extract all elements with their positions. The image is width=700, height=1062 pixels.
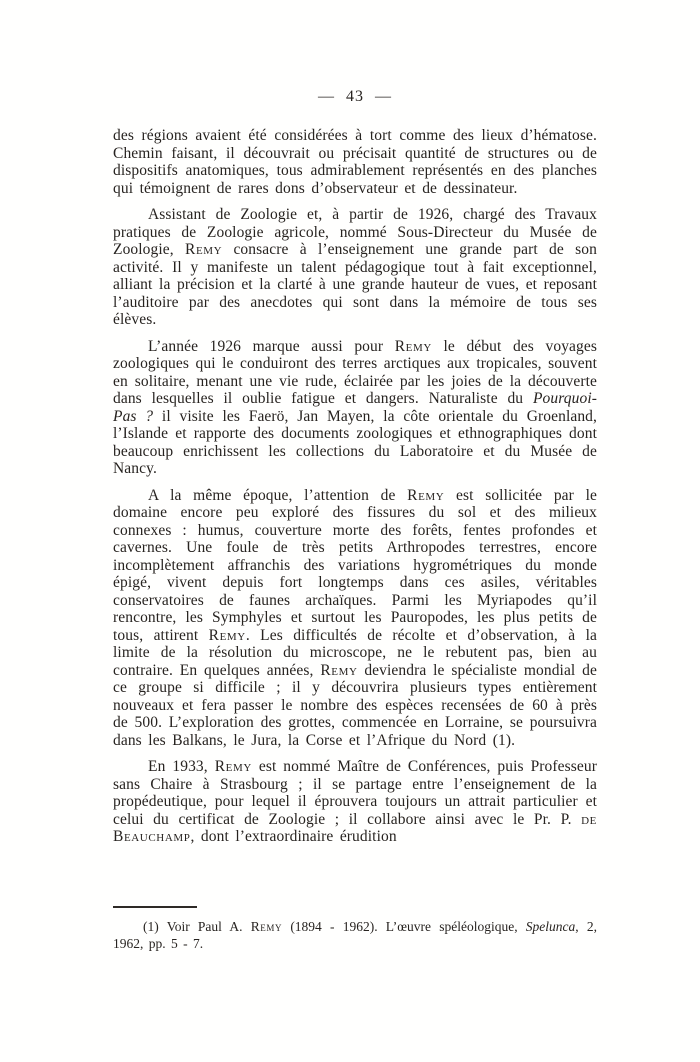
smallcaps-name: de Beauchamp bbox=[113, 810, 597, 845]
text-run: il visite les Faerö, Jan Mayen, la côte orientale du Groenland, l’Islande et rapporte des documents zoologiques et ethnographiques dont beaucoup enrichissent les collections du Laboratoire et du Musée de Nancy. bbox=[113, 407, 598, 477]
footnote-text bbox=[113, 918, 597, 952]
text-run: L’année 1926 marque aussi pour bbox=[148, 337, 395, 355]
text-run: deviendra le spécialiste mondial de ce groupe si difficile ; il y découvrira plusieurs types entièrement nouveaux et fera passer le nombre des espèces recensées de 60 à près de 500. L’exploration des grottes, commencée en Lorraine, se poursuivra dans les Balkans, le Jura, la Corse et l’Afrique du Nord (1). bbox=[113, 661, 597, 749]
text-run: En 1933, bbox=[148, 758, 215, 775]
text-run: consacre à l’enseignement une grande part de son activité. Il y manifeste un talent pédagogique tout à fait exceptionnel, alliant la précision et la clarté à une grande hauteur de vues, et reposant l’auditoire par des anecdotes qui sont dans la mémoire de tous ses élèves. bbox=[113, 241, 597, 328]
smallcaps-name: Remy bbox=[185, 241, 223, 258]
text-run: , dont l’extraordinaire érudition bbox=[190, 828, 397, 845]
footnote-area bbox=[113, 906, 597, 952]
text-block bbox=[113, 127, 597, 855]
smallcaps-name: Remy bbox=[250, 919, 283, 934]
smallcaps-name: Remy bbox=[407, 486, 445, 504]
italic-title: Pourquoi-Pas ? bbox=[113, 390, 597, 425]
text-run: est nommé Maître de Conférences, puis Professeur sans Chaire à Strasbourg ; il se partage entre l’enseignement de la propédeutique, pour lequel il éprouvera toujours un attrait particulier et celui du certificat de Zoologie ; il collabore ainsi avec le Pr. P. bbox=[113, 758, 597, 828]
body-paragraph bbox=[113, 338, 597, 478]
text-run: le début des voyages zoologiques qui le conduiront des terres arctiques aux tropicales, souvent en solitaire, menant une vie rude, éclairée par les joies de la découverte dans lesquelles il oublie fatigue et dangers. Naturaliste du bbox=[113, 337, 597, 407]
body-paragraph bbox=[113, 127, 597, 197]
text-run: (1894 - 1962). L’œuvre spéléologique, bbox=[282, 919, 526, 934]
body-paragraph bbox=[113, 206, 597, 329]
text-run: (1) Voir Paul A. bbox=[143, 919, 251, 934]
text-run: . Les difficultés de récolte et d’observation, à la limite de la résolution du microscope, ne le rebutent pas, bien au contraire. En quelques années, bbox=[113, 626, 597, 679]
body-paragraph bbox=[113, 758, 597, 846]
smallcaps-name: Remy bbox=[394, 337, 432, 355]
text-run: Assistant de Zoologie et, à partir de 1926, chargé des Travaux pratiques de Zoologie agricole, nommé Sous-Directeur du Musée de Zoologie, bbox=[113, 206, 597, 258]
smallcaps-name: Remy bbox=[208, 626, 246, 644]
text-run: , 2, 1962, pp. 5 - 7. bbox=[113, 919, 597, 951]
text-run: des régions avaient été considérées à tort comme des lieux d’hématose. Chemin faisant, il découvrait ou précisait quantité de structures ou de dispositifs anatomiques, tous admirablement représentés en des planches qui témoignent de rares dons d’observateur et de dessinateur. bbox=[113, 127, 597, 197]
page-number: — 43 — bbox=[318, 88, 392, 105]
smallcaps-name: Remy bbox=[214, 758, 252, 775]
footnote-rule bbox=[113, 906, 197, 908]
body-paragraph bbox=[113, 487, 597, 750]
text-run: A la même époque, l’attention de bbox=[148, 486, 408, 504]
text-run: est sollicitée par le domaine encore peu exploré des fissures du sol et des milieux connexes : humus, couverture morte des forêts, fentes profondes et cavernes. Une foule de très petits Arthropodes terrestres, encore incomplètement affranchis des variations hygrométriques du monde épigé, vivent depuis fort longtemps dans ces asiles, véritables conservatoires de faunes archaïques. Parmi les Myriapodes qu’il rencontre, les Symphyles et surtout les Pauropodes, les plus petits de tous, attirent bbox=[113, 486, 597, 644]
italic-title: Spelunca bbox=[525, 919, 576, 934]
smallcaps-name: Remy bbox=[320, 661, 358, 679]
